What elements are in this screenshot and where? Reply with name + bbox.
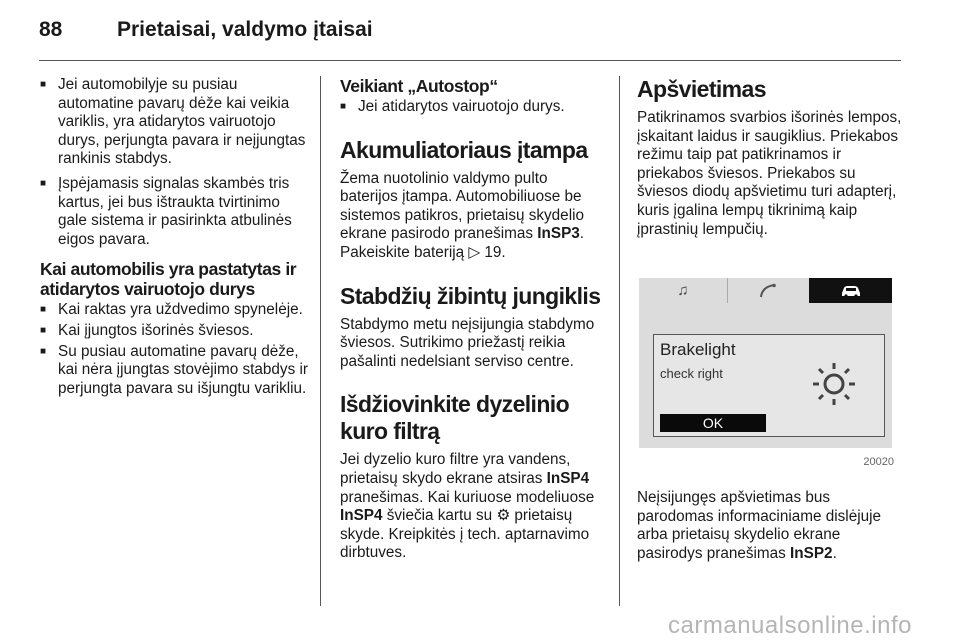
message-code: InSP3 [537,225,580,243]
page-ref-icon: ▷ [468,243,481,261]
bullet-item: ■ Jei automobilyje su pusiau automatine pavarų dėže kai veikia variklis, yra atidarytos vairuotojo durys, perjungta pavara ir neįjungtas rankinis stabdys. [40,76,312,169]
popup-subtitle: check right [660,366,723,382]
section-heading-fuel-filter: Išdžiovinkite dyzelinio kuro filtrą [340,391,570,445]
section-heading-autostop: Veikiant „Autostop“ [340,76,498,96]
header-rule [39,60,901,61]
lighting-outro: Neįsijungęs apšvietimas bus parodomas informaciniame dislėjuje arba prietaisų skydelio ekrane pasirodys pranešimas InSP2. [637,489,882,562]
section-heading-lighting: Apšvietimas [637,76,766,102]
music-note-icon: ♫ [677,282,689,300]
column-1 [40,76,312,404]
filter-paragraph: Jei dyzelio kuro filtre yra vandens, prietaisų skydo ekrane atsiras InSP4 pranešimas. Kai kuriuose modeliuose InSP4 šviečia kartu su ⚙ prietaisų skyde. Kreipkitės į tech. aptarnavimo dirbtuves. [340,451,595,562]
column-3 [637,76,905,564]
page-header [0,0,960,62]
display-tabs [639,278,892,303]
watermark: carmanualsonline.info [668,612,912,639]
page-number: 88 [39,18,63,41]
ok-button: OK [660,414,766,432]
bullet-item: ■ Įspėjamasis signalas skambės tris kartus, jei bus ištraukta tvirtinimo gale sistema ir pasirinkta atbulinės eigos pavara. [40,175,312,249]
section-heading-brake-switch: Stabdžių žibintų jungiklis [340,282,601,309]
bullet-item: ■ Su pusiau automatine pavarų dėže, kai nėra įjungtas stovėjimo stabdys ir perjungta pavara su išjungtu varikliu. [40,343,312,399]
phone-tab [727,278,810,303]
bullet-item: ■ Kai įjungtos išorinės šviesos. [40,322,312,341]
info-display-screen [639,278,892,448]
message-code: InSP2 [790,544,833,562]
bullet-item: ■ Jei atidarytos vairuotojo durys. [340,98,605,117]
service-wrench-icon: ⚙ [496,507,511,525]
page-title: Prietaisai, valdymo įtaisai [117,18,373,41]
car-icon [840,284,862,298]
light-bulb-icon [809,359,859,409]
bullet-item: ■ Kai raktas yra uždvedimo spynelėje. [40,301,312,320]
message-code: InSP4 [340,507,383,525]
section-heading-parked: Kai automobilis yra pastatytas ir atidarytos vairuotojo durys [40,259,297,300]
display-figure [637,253,902,471]
section-heading-voltage: Akumuliatoriaus įtampa [340,136,588,163]
column-2 [340,76,605,563]
popup-title: Brakelight [660,340,736,360]
vehicle-tab [809,278,892,303]
voltage-paragraph: Žema nuotolinio valdymo pulto baterijos įtampa. Automobiliuose be sistemos patikros, prietaisų skydelio ekrane pasirodo pranešimas InSP3. Pakeiskite bateriją ▷ 19. [340,169,585,261]
column-divider-1 [320,76,321,606]
brake-paragraph: Stabdymo metu neįsijungia stabdymo šviesos. Sutrikimo priežastį reikia pašalinti nedelsiant serviso centre. [340,315,595,370]
audio-tab [639,278,728,303]
phone-handset-icon [758,283,778,299]
message-code: InSP4 [546,469,590,487]
brakelight-warning-popup [653,334,885,437]
lighting-intro: Patikrinamos svarbios išorinės lempos, įskaitant laidus ir saugiklius. Priekabos režimu taip pat patikrinamos ir priekabos šviesos. Priekabos su šviesos diodų apšvietimu turi adapterį, kuris įgalina lempų tikrinimą kaip įprastinių lempučių. [637,109,902,238]
column-divider-2 [619,76,620,606]
figure-number: 20020 [863,455,894,468]
